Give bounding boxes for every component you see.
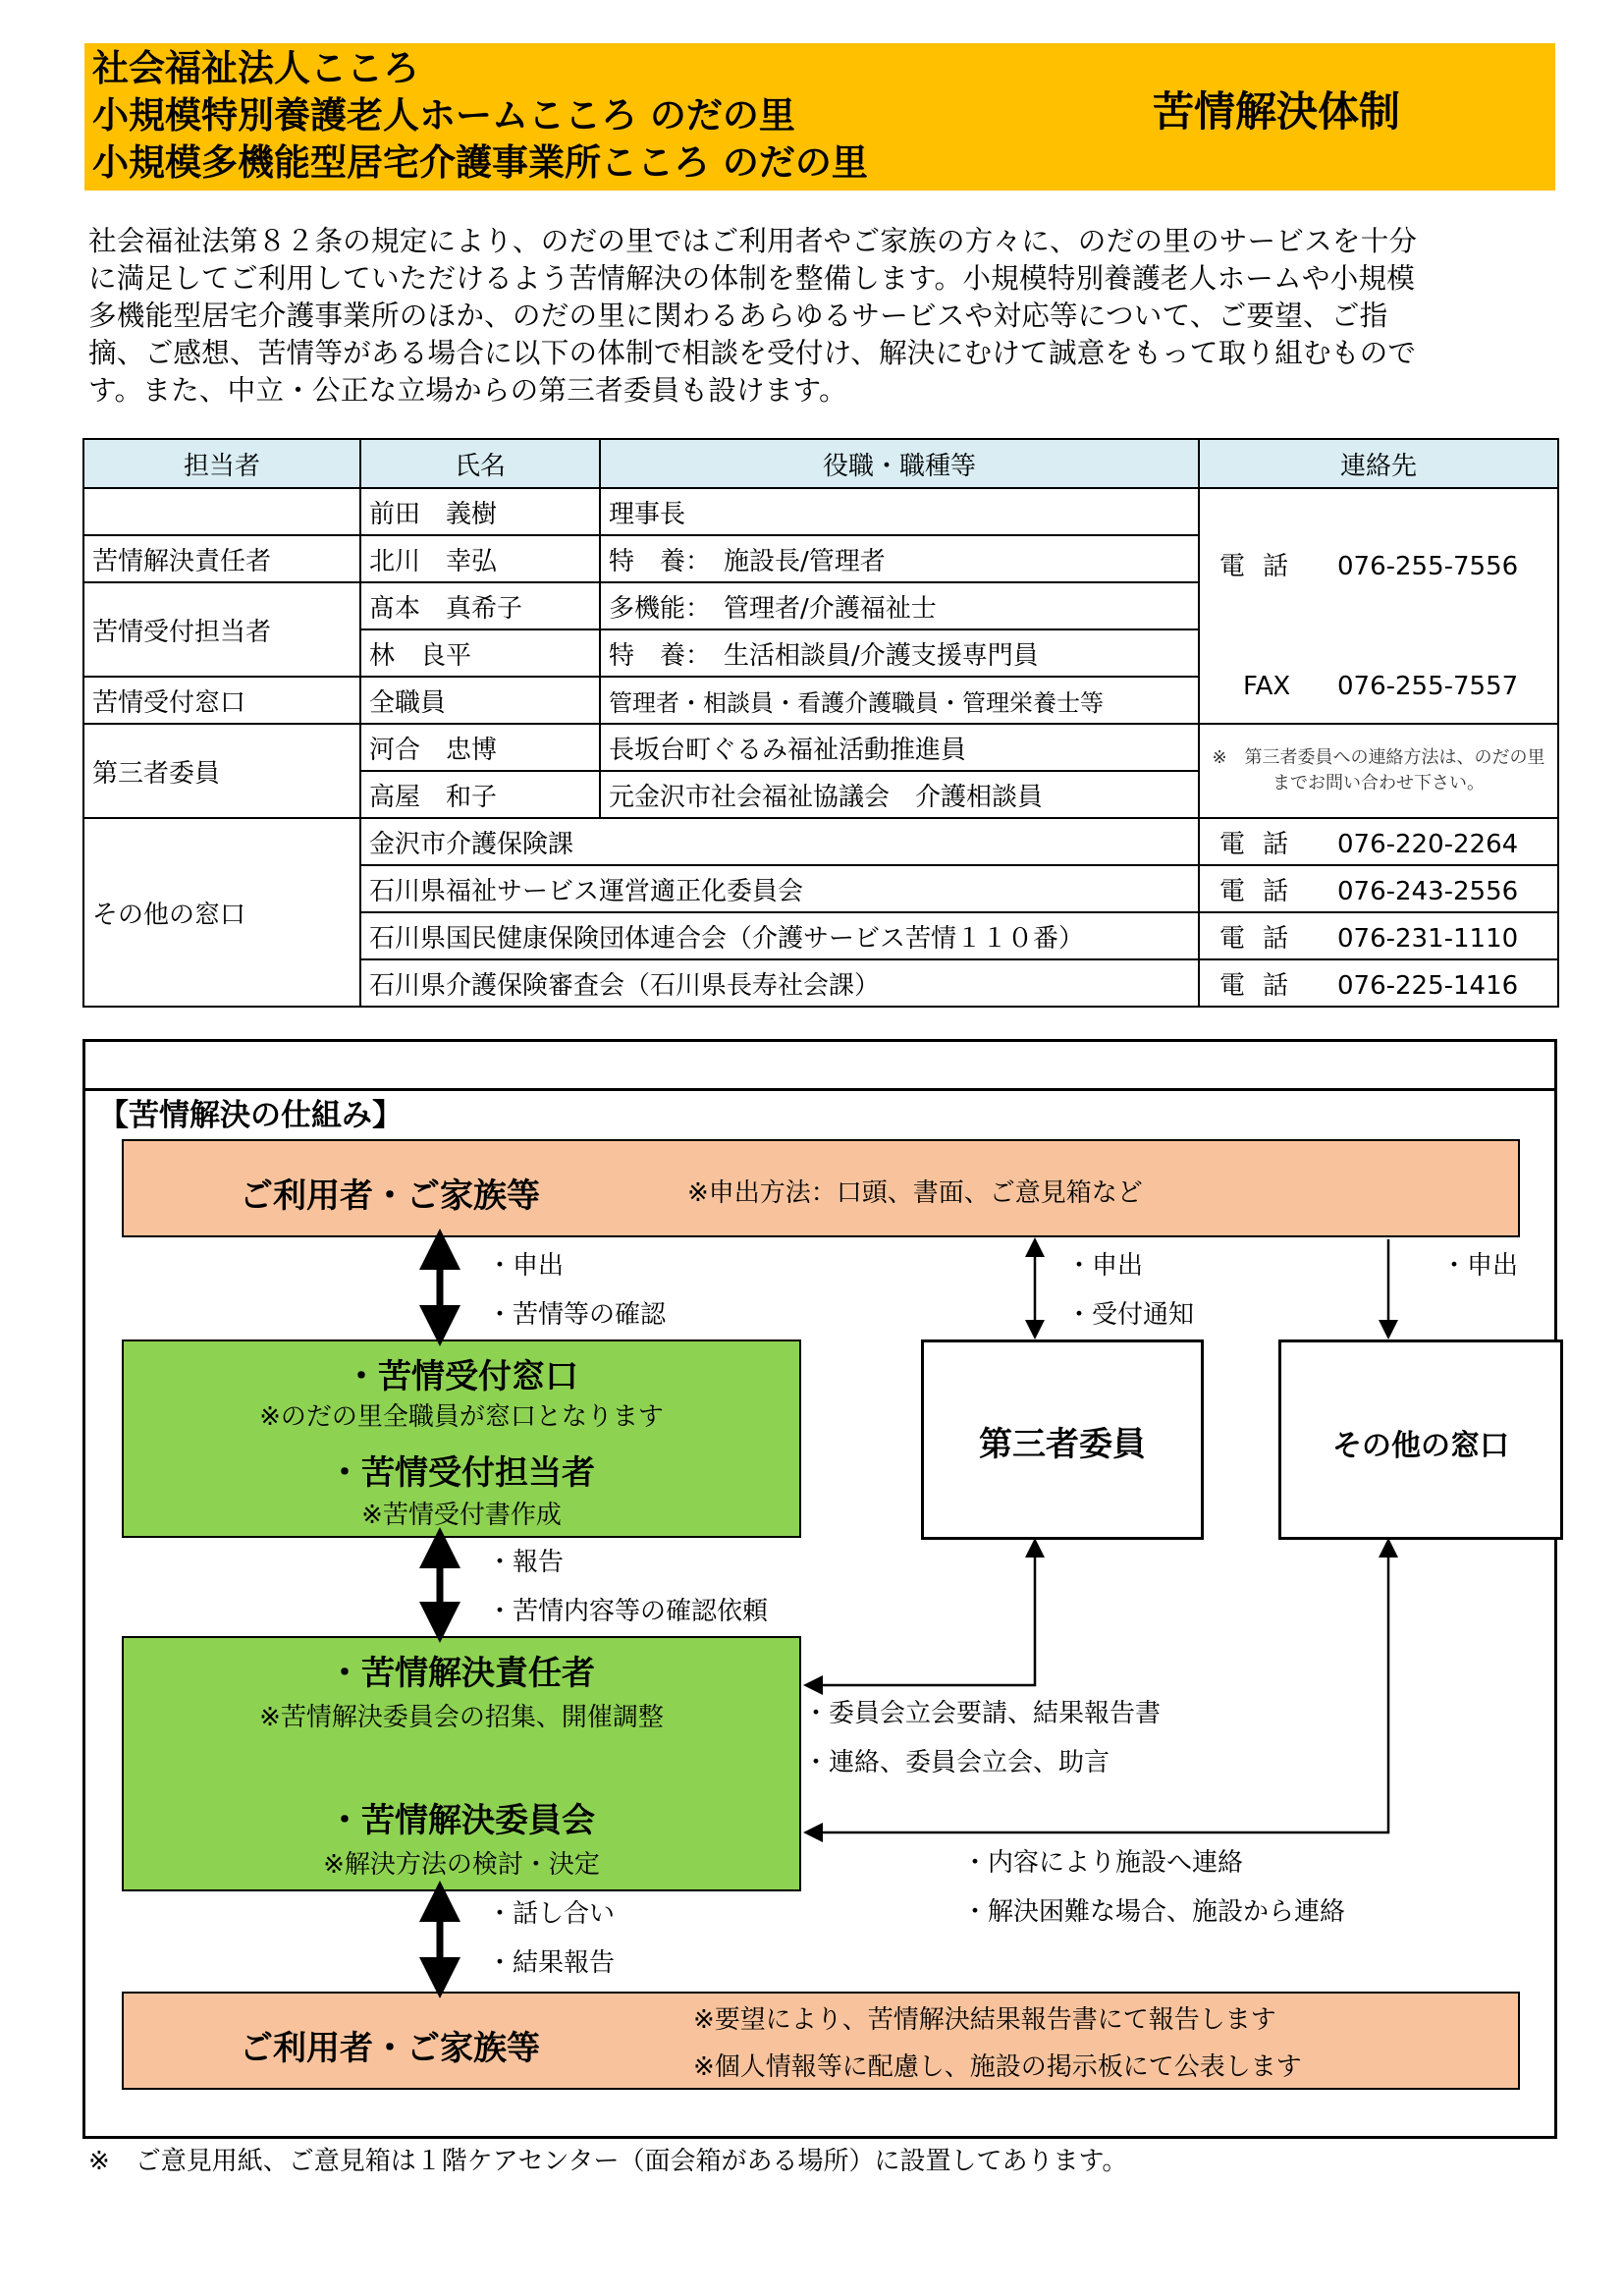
tel-label: 電話 [1219,829,1307,859]
reception-window-title: ・苦情受付窓口 [345,1357,578,1396]
title-cell: 多機能： 管理者/介護福祉士 [600,582,1199,629]
name-cell: 高屋 和子 [360,771,600,818]
tel-number: 076-255-7556 [1337,552,1519,581]
flow-label: ・申出 [1066,1251,1144,1281]
role-cell: その他の窓口 [83,818,360,1007]
intro-line: に満足してご利用していただけるよう苦情解決の体制を整備します。小規模特別養護老人ホームや小規模 [88,261,1416,295]
resolution-committee-note: ※解決方法の検討・決定 [323,1850,600,1880]
third-party-note: ※ 第三者委員への連絡方法は、のだの里までお問い合わせ下さい。 [1212,747,1545,793]
flow-label: ・受付通知 [1066,1300,1195,1330]
name-cell: 北川 幸弘 [360,535,600,582]
page-title: 苦情解決体制 [1153,87,1401,136]
flow-label: ・申出 [1441,1251,1519,1281]
org-cell: 石川県国民健康保険団体連合会（介護サービス苦情１１０番） [360,912,1199,959]
reception-window-note: ※のだの里全職員が窓口となります [259,1402,664,1432]
tel-number: 076-231-1110 [1337,923,1519,954]
facility-name-1: 小規模特別養護老人ホームこころ のだの里 [92,94,795,137]
tel-number: 076-243-2556 [1337,876,1519,906]
tel-number: 076-225-1416 [1337,970,1519,1001]
tel-label: 電話 [1219,552,1307,581]
flow-label: ・報告 [487,1548,565,1577]
flow-label: ・解決困難な場合、施設から連絡 [962,1897,1346,1927]
role-cell: 第三者委員 [83,724,360,818]
title-cell: 元金沢市社会福祉協議会 介護相談員 [600,771,1199,818]
col-header: 氏名 [360,439,600,488]
third-party-label: 第三者委員 [979,1425,1146,1464]
intro-line: す。また、中立・公正な立場からの第三者委員も設けます。 [88,373,847,407]
tel-label: 電話 [1219,970,1307,1001]
col-header: 役職・職種等 [600,439,1199,488]
col-header: 連絡先 [1199,439,1558,488]
tel-label: 電話 [1219,876,1307,906]
report-note: ※要望により、苦情解決結果報告書にて報告します [693,2005,1276,2035]
name-cell: 河合 忠博 [360,724,600,771]
org-cell: 金沢市介護保険課 [360,818,1199,865]
flow-label: ・内容により施設へ連絡 [962,1848,1244,1878]
flow-label: ・苦情内容等の確認依頼 [487,1597,769,1626]
user-family-label: ご利用者・ご家族等 [240,2029,540,2068]
flow-label: ・連絡、委員会立会、助言 [803,1748,1110,1777]
resolution-committee-title: ・苦情解決委員会 [328,1801,595,1840]
title-cell: 長坂台町ぐるみ福祉活動推進員 [600,724,1199,771]
reception-staff-note: ※苦情受付書作成 [361,1501,562,1530]
intro-line: 摘、ご感想、苦情等がある場合に以下の体制で相談を受付け、解決にむけて誠意をもって取り組むもので [88,336,1417,369]
submission-method-note: ※申出方法：口頭、書面、ご意見箱など [687,1178,1143,1208]
flow-label: ・委員会立会要請、結果報告書 [803,1699,1162,1728]
title-cell: 特 養： 施設長/管理者 [600,535,1199,582]
col-header: 担当者 [83,439,360,488]
role-cell: 苦情受付担当者 [83,582,360,677]
resolution-manager-title: ・苦情解決責任者 [328,1654,595,1693]
title-cell: 特 養： 生活相談員/介護支援専門員 [600,629,1199,677]
intro-line: 社会福祉法第８２条の規定により、のだの里ではご利用者やご家族の方々に、のだの里のサービスを十分 [88,224,1418,257]
other-window-label: その他の窓口 [1332,1429,1509,1463]
mechanism-title: 【苦情解決の仕組み】 [98,1098,403,1133]
title-cell: 理事長 [600,488,1199,535]
resolution-manager-note: ※苦情解決委員会の招集、開催調整 [259,1703,664,1732]
flow-label: ・苦情等の確認 [487,1300,667,1330]
footnote: ※ ご意見用紙、ご意見箱は１階ケアセンター（面会箱がある場所）に設置してあります。 [88,2147,1128,2176]
org-cell: 石川県介護保険審査会（石川県長寿社会課） [360,959,1199,1007]
facility-name-2: 小規模多機能型居宅介護事業所こころ のだの里 [92,141,868,184]
flow-label: ・結果報告 [487,1948,616,1978]
flow-label: ・話し合い [487,1899,616,1929]
role-cell: 苦情受付窓口 [83,677,360,724]
role-cell: 苦情解決責任者 [83,535,360,582]
name-cell: 林 良平 [360,629,600,677]
tel-number: 076-220-2264 [1337,829,1519,859]
title-cell: 管理者・相談員・看護介護職員・管理栄養士等 [600,677,1199,724]
fax-label: FAX [1243,672,1291,701]
name-cell: 全職員 [360,677,600,724]
arrow-other-resolution [813,1548,1388,1832]
org-name: 社会福祉法人こころ [92,47,419,89]
name-cell: 前田 義樹 [360,488,600,535]
publication-note: ※個人情報等に配慮し、施設の掲示板にて公表します [693,2052,1302,2082]
tel-label: 電話 [1219,923,1307,954]
intro-line: 多機能型居宅介護事業所のほか、のだの里に関わるあらゆるサービスや対応等について、ご要望、ご指 [88,299,1388,332]
name-cell: 髙本 真希子 [360,582,600,629]
user-family-label: ご利用者・ご家族等 [240,1176,540,1216]
fax-number: 076-255-7557 [1337,672,1519,701]
arrow-thirdparty-resolution [813,1548,1035,1685]
org-cell: 石川県福祉サービス運営適正化委員会 [360,865,1199,912]
flow-label: ・申出 [487,1251,565,1281]
reception-staff-title: ・苦情受付担当者 [328,1453,595,1493]
